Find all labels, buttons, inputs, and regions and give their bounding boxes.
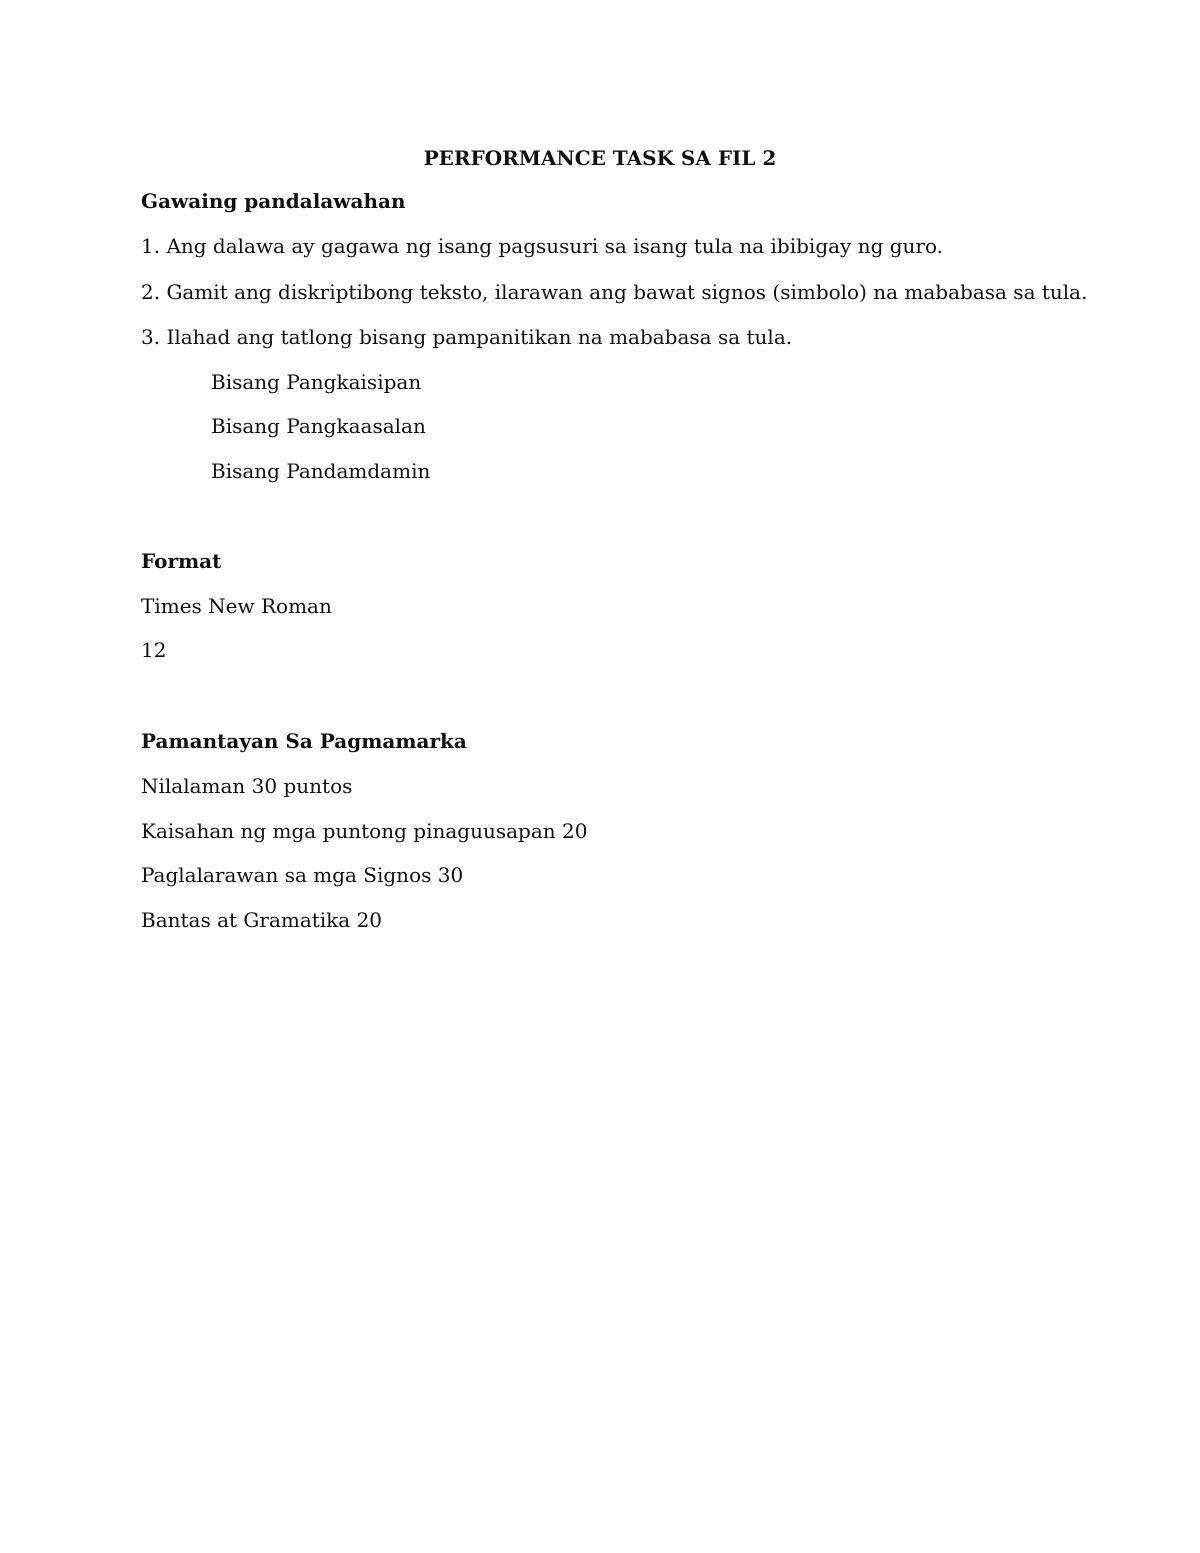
section-heading-pamantayan: Pamantayan Sa Pagmamarka bbox=[141, 729, 467, 753]
section-heading-format: Format bbox=[141, 549, 222, 573]
grading-criterion-2: Kaisahan ng mga puntong pinaguusapan 20 bbox=[141, 819, 588, 843]
subitem-bisang-pandamdamin: Bisang Pandamdamin bbox=[211, 459, 431, 483]
format-font-name: Times New Roman bbox=[141, 594, 332, 618]
subitem-bisang-pangkaisipan: Bisang Pangkaisipan bbox=[211, 370, 422, 394]
grading-criterion-4: Bantas at Gramatika 20 bbox=[141, 908, 383, 932]
instruction-item-1: 1. Ang dalawa ay gagawa ng isang pagsusuri sa isang tula na ibibigay ng guro. bbox=[141, 234, 944, 258]
section-heading-gawain: Gawaing pandalawahan bbox=[141, 189, 406, 213]
subitem-bisang-pangkaasalan: Bisang Pangkaasalan bbox=[211, 414, 426, 438]
grading-criterion-3: Paglalarawan sa mga Signos 30 bbox=[141, 863, 464, 887]
instruction-item-2: 2. Gamit ang diskriptibong teksto, ilarawan ang bawat signos (simbolo) na mababasa sa tula. bbox=[141, 280, 1088, 304]
grading-criterion-1: Nilalaman 30 puntos bbox=[141, 774, 353, 798]
document-title: PERFORMANCE TASK SA FIL 2 bbox=[423, 146, 777, 170]
format-font-size: 12 bbox=[141, 638, 167, 662]
instruction-item-3: 3. Ilahad ang tatlong bisang pampanitikan na mababasa sa tula. bbox=[141, 325, 793, 349]
